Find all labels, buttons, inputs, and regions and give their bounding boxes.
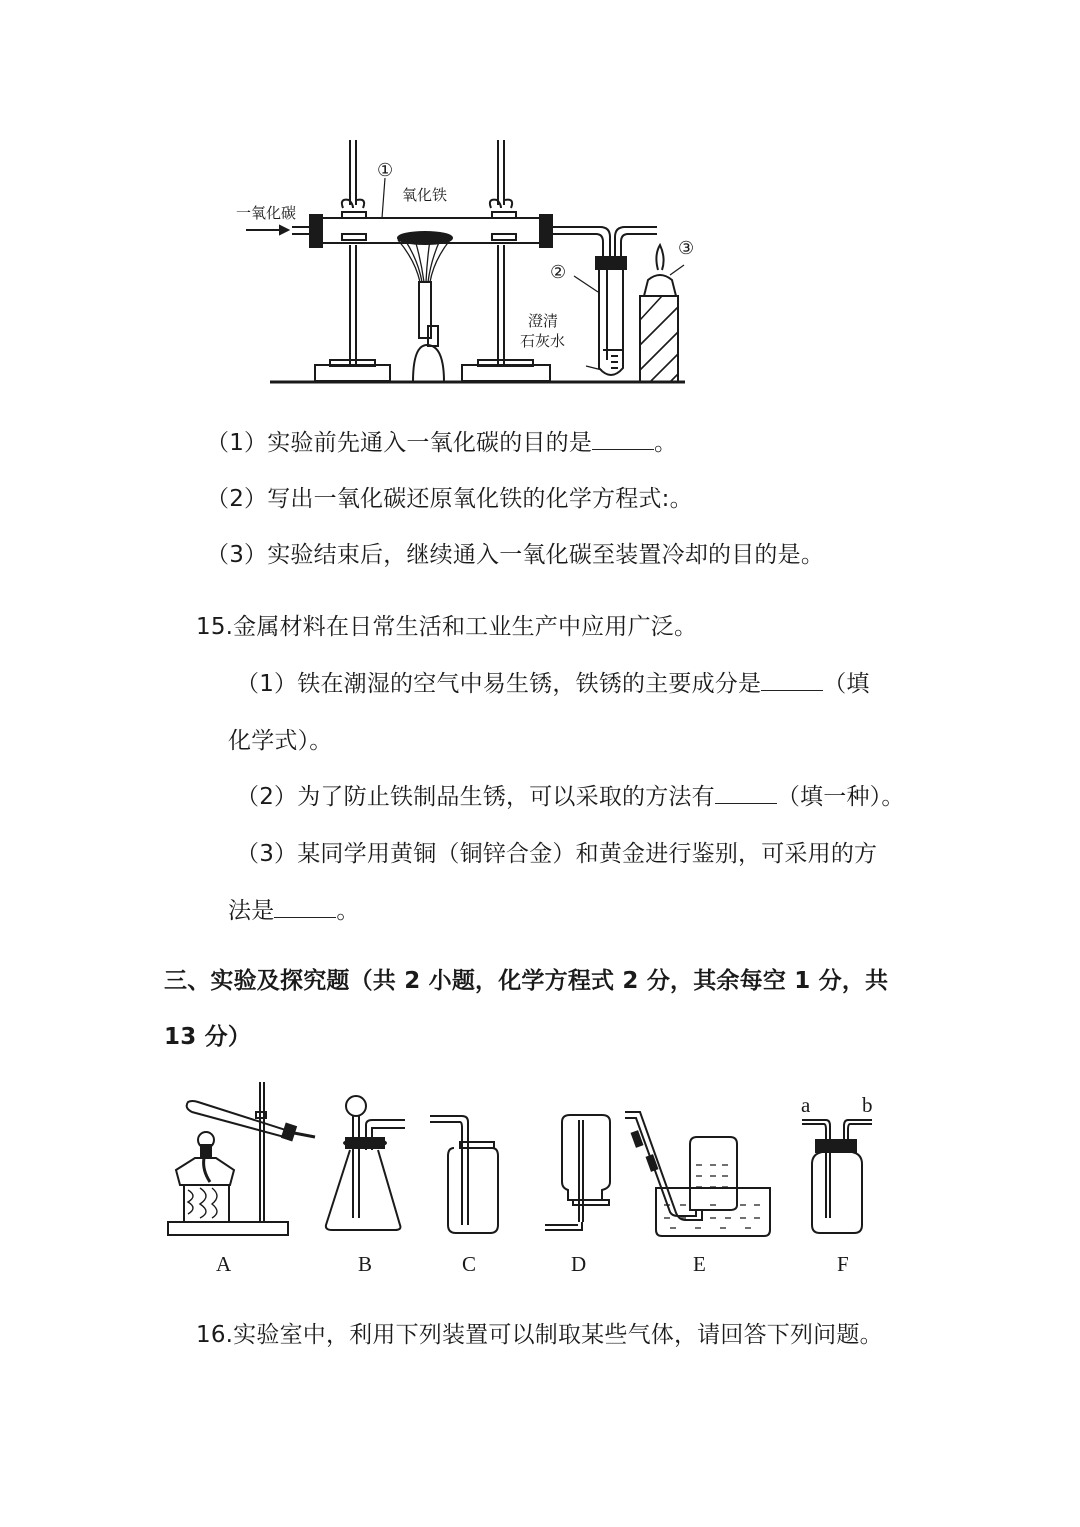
q16-title: 16.实验室中，利用下列装置可以制取某些气体，请回答下列问题。 bbox=[196, 1322, 883, 1348]
apparatus-f bbox=[801, 1093, 873, 1233]
q15-sub1-line1: （1）铁在潮湿的空气中易生锈，铁锈的主要成分是 （填 bbox=[236, 671, 870, 697]
q14-sub3: （3）实验结束后，继续通入一氧化碳至装置冷却的目的是。 bbox=[206, 542, 825, 568]
co-inlet-label: 一氧化碳 bbox=[236, 204, 297, 222]
q15-sub3-line2: 法是 。 bbox=[228, 898, 360, 924]
answer-blank[interactable] bbox=[592, 429, 654, 450]
answer-blank[interactable] bbox=[715, 783, 777, 804]
apparatus-a bbox=[168, 1082, 315, 1235]
section3-heading-line1: 三、实验及探究题（共 2 小题，化学方程式 2 分，其余每空 1 分，共 bbox=[164, 968, 889, 994]
port-a-label: a bbox=[801, 1093, 811, 1117]
limewater-label-2: 石灰水 bbox=[520, 332, 566, 350]
q15-sub1-line2: 化学式）。 bbox=[228, 728, 333, 754]
apparatus-c bbox=[430, 1116, 498, 1233]
iron-oxide-label: 氧化铁 bbox=[402, 186, 448, 204]
co-reduction-apparatus-diagram bbox=[230, 130, 700, 400]
q15-sub3-line1: （3）某同学用黄铜（铜锌合金）和黄金进行鉴别，可采用的方 bbox=[236, 841, 878, 867]
label-a: A bbox=[216, 1252, 232, 1276]
port-b-label: b bbox=[862, 1093, 873, 1117]
q14-sub2: （2）写出一氧化碳还原氧化铁的化学方程式:。 bbox=[206, 486, 693, 512]
marker-3: ③ bbox=[678, 238, 695, 259]
limewater-label-1: 澄清 bbox=[528, 312, 559, 330]
apparatus-d bbox=[545, 1115, 610, 1230]
label-e: E bbox=[693, 1252, 706, 1276]
answer-blank[interactable] bbox=[274, 897, 336, 918]
answer-blank[interactable] bbox=[761, 670, 823, 691]
label-f: F bbox=[837, 1252, 849, 1276]
label-d: D bbox=[571, 1252, 587, 1276]
label-c: C bbox=[462, 1252, 477, 1276]
apparatus-b bbox=[326, 1096, 405, 1230]
marker-2: ② bbox=[550, 262, 567, 283]
q15-sub2: （2）为了防止铁制品生锈，可以采取的方法有 （填一种）。 bbox=[236, 784, 905, 810]
gas-apparatus-diagram bbox=[150, 1070, 910, 1285]
label-b: B bbox=[358, 1252, 373, 1276]
q15-title: 15.金属材料在日常生活和工业生产中应用广泛。 bbox=[196, 614, 698, 640]
q14-sub1: （1）实验前先通入一氧化碳的目的是 。 bbox=[206, 430, 678, 456]
section3-heading-line2: 13 分） bbox=[164, 1024, 252, 1050]
apparatus-e bbox=[625, 1112, 770, 1236]
marker-1: ① bbox=[377, 160, 394, 181]
